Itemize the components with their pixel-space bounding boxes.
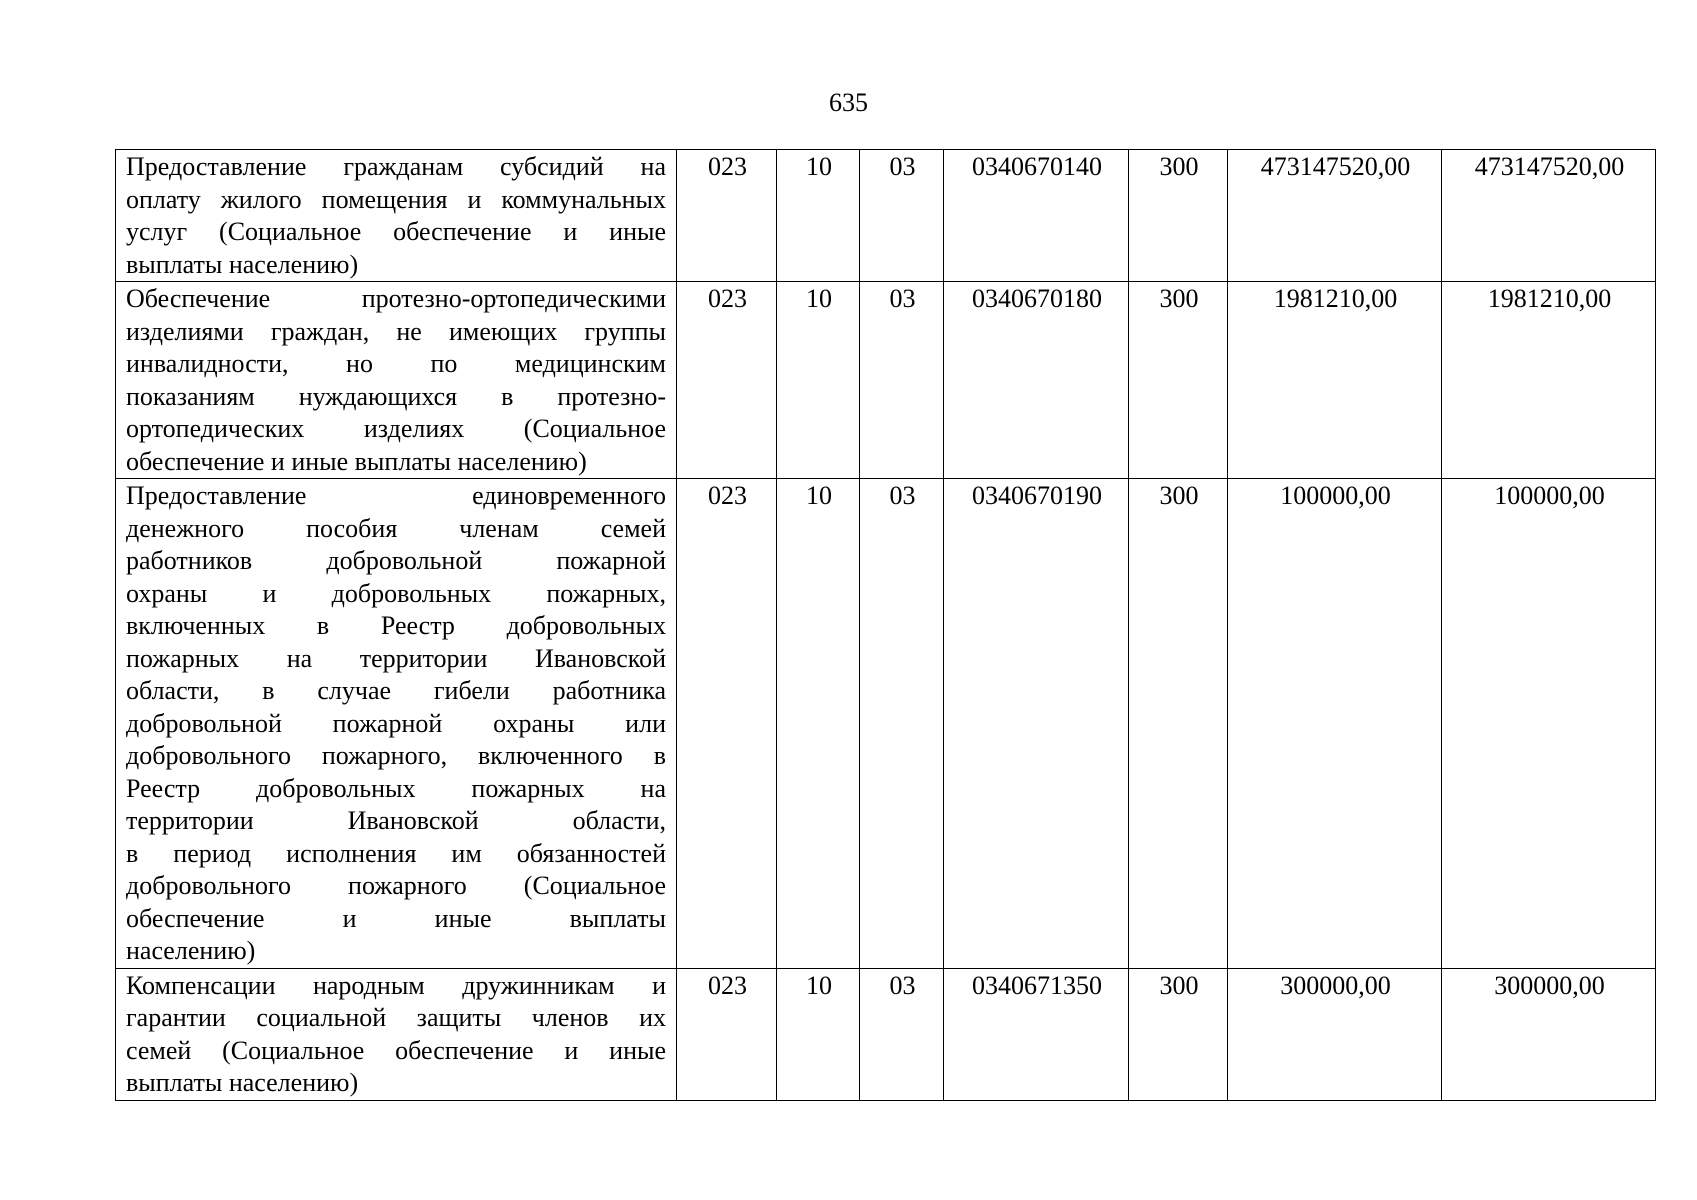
table-row bbox=[116, 968, 1656, 1100]
section-code: 10 bbox=[777, 479, 860, 969]
amount-2: 1981210,00 bbox=[1442, 282, 1656, 479]
description-line: работников добровольной пожарной bbox=[126, 546, 666, 575]
page-number: 635 bbox=[829, 88, 868, 117]
ministry-code: 023 bbox=[677, 150, 777, 282]
description-line: Реестр добровольных пожарных на bbox=[126, 773, 666, 803]
subsection-code: 03 bbox=[860, 282, 944, 479]
description-line: выплаты населению) bbox=[126, 1068, 359, 1097]
amount-2: 100000,00 bbox=[1442, 479, 1656, 969]
section-code: 10 bbox=[777, 150, 860, 282]
amount-1: 473147520,00 bbox=[1228, 150, 1442, 282]
description-line: оплату жилого помещения и коммунальных bbox=[126, 184, 666, 214]
expense-type-code: 300 bbox=[1129, 150, 1228, 282]
subsection-code: 03 bbox=[860, 479, 944, 969]
target-article-code: 0340670190 bbox=[944, 479, 1129, 969]
description-line: Предоставление гражданам субсидий на bbox=[126, 152, 666, 181]
expense-type-code: 300 bbox=[1129, 968, 1228, 1100]
description-line: охраны и добровольных пожарных, bbox=[126, 578, 666, 608]
section-code: 10 bbox=[777, 968, 860, 1100]
subsection-code: 03 bbox=[860, 150, 944, 282]
description-line: инвалидности, но по медицинским bbox=[126, 349, 666, 378]
ministry-code: 023 bbox=[677, 968, 777, 1100]
amount-2: 300000,00 bbox=[1442, 968, 1656, 1100]
description-line: территории Ивановской области, bbox=[126, 806, 666, 835]
description-line: Обеспечение протезно-ортопедическими bbox=[126, 284, 666, 313]
target-article-code: 0340671350 bbox=[944, 968, 1129, 1100]
target-article-code: 0340670180 bbox=[944, 282, 1129, 479]
row-description bbox=[116, 150, 677, 282]
table-body bbox=[116, 150, 1656, 1101]
target-article-code: 0340670140 bbox=[944, 150, 1129, 282]
row-description bbox=[116, 282, 677, 479]
description-line: в период исполнения им обязанностей bbox=[126, 838, 666, 868]
description-line: услуг (Социальное обеспечение и иные bbox=[126, 217, 666, 246]
description-line: пожарных на территории Ивановской bbox=[126, 643, 666, 673]
description-line: добровольного пожарного, включенного в bbox=[126, 741, 666, 770]
description-line: населению) bbox=[126, 936, 256, 965]
amount-1: 100000,00 bbox=[1228, 479, 1442, 969]
description-line: обеспечение и иные выплаты населению) bbox=[126, 446, 587, 476]
subsection-code: 03 bbox=[860, 968, 944, 1100]
description-line: семей (Социальное обеспечение и иные bbox=[126, 1035, 666, 1065]
table-row bbox=[116, 150, 1656, 282]
description-line: Предоставление единовременного bbox=[126, 481, 666, 510]
description-line: добровольного пожарного (Социальное bbox=[126, 871, 666, 900]
amount-2: 473147520,00 bbox=[1442, 150, 1656, 282]
description-line: Компенсации народным дружинникам и bbox=[126, 970, 666, 1000]
ministry-code: 023 bbox=[677, 282, 777, 479]
expense-type-code: 300 bbox=[1129, 479, 1228, 969]
table-row bbox=[116, 282, 1656, 479]
expense-type-code: 300 bbox=[1129, 282, 1228, 479]
description-line: изделиями граждан, не имеющих группы bbox=[126, 316, 666, 346]
description-line: выплаты населению) bbox=[126, 249, 359, 279]
description-line: обеспечение и иные выплаты bbox=[126, 903, 666, 933]
row-description bbox=[116, 968, 677, 1100]
description-line: гарантии социальной защиты членов их bbox=[126, 1003, 666, 1032]
ministry-code: 023 bbox=[677, 479, 777, 969]
description-line: денежного пособия членам семей bbox=[126, 513, 666, 543]
section-code: 10 bbox=[777, 282, 860, 479]
amount-1: 1981210,00 bbox=[1228, 282, 1442, 479]
table-row bbox=[116, 479, 1656, 969]
row-description bbox=[116, 479, 677, 969]
amount-1: 300000,00 bbox=[1228, 968, 1442, 1100]
description-line: показаниям нуждающихся в протезно- bbox=[126, 381, 666, 411]
description-line: добровольной пожарной охраны или bbox=[126, 708, 666, 738]
description-line: области, в случае гибели работника bbox=[126, 676, 666, 705]
description-line: ортопедических изделиях (Социальное bbox=[126, 414, 666, 443]
description-line: включенных в Реестр добровольных bbox=[126, 611, 666, 640]
budget-table bbox=[115, 149, 1656, 1101]
